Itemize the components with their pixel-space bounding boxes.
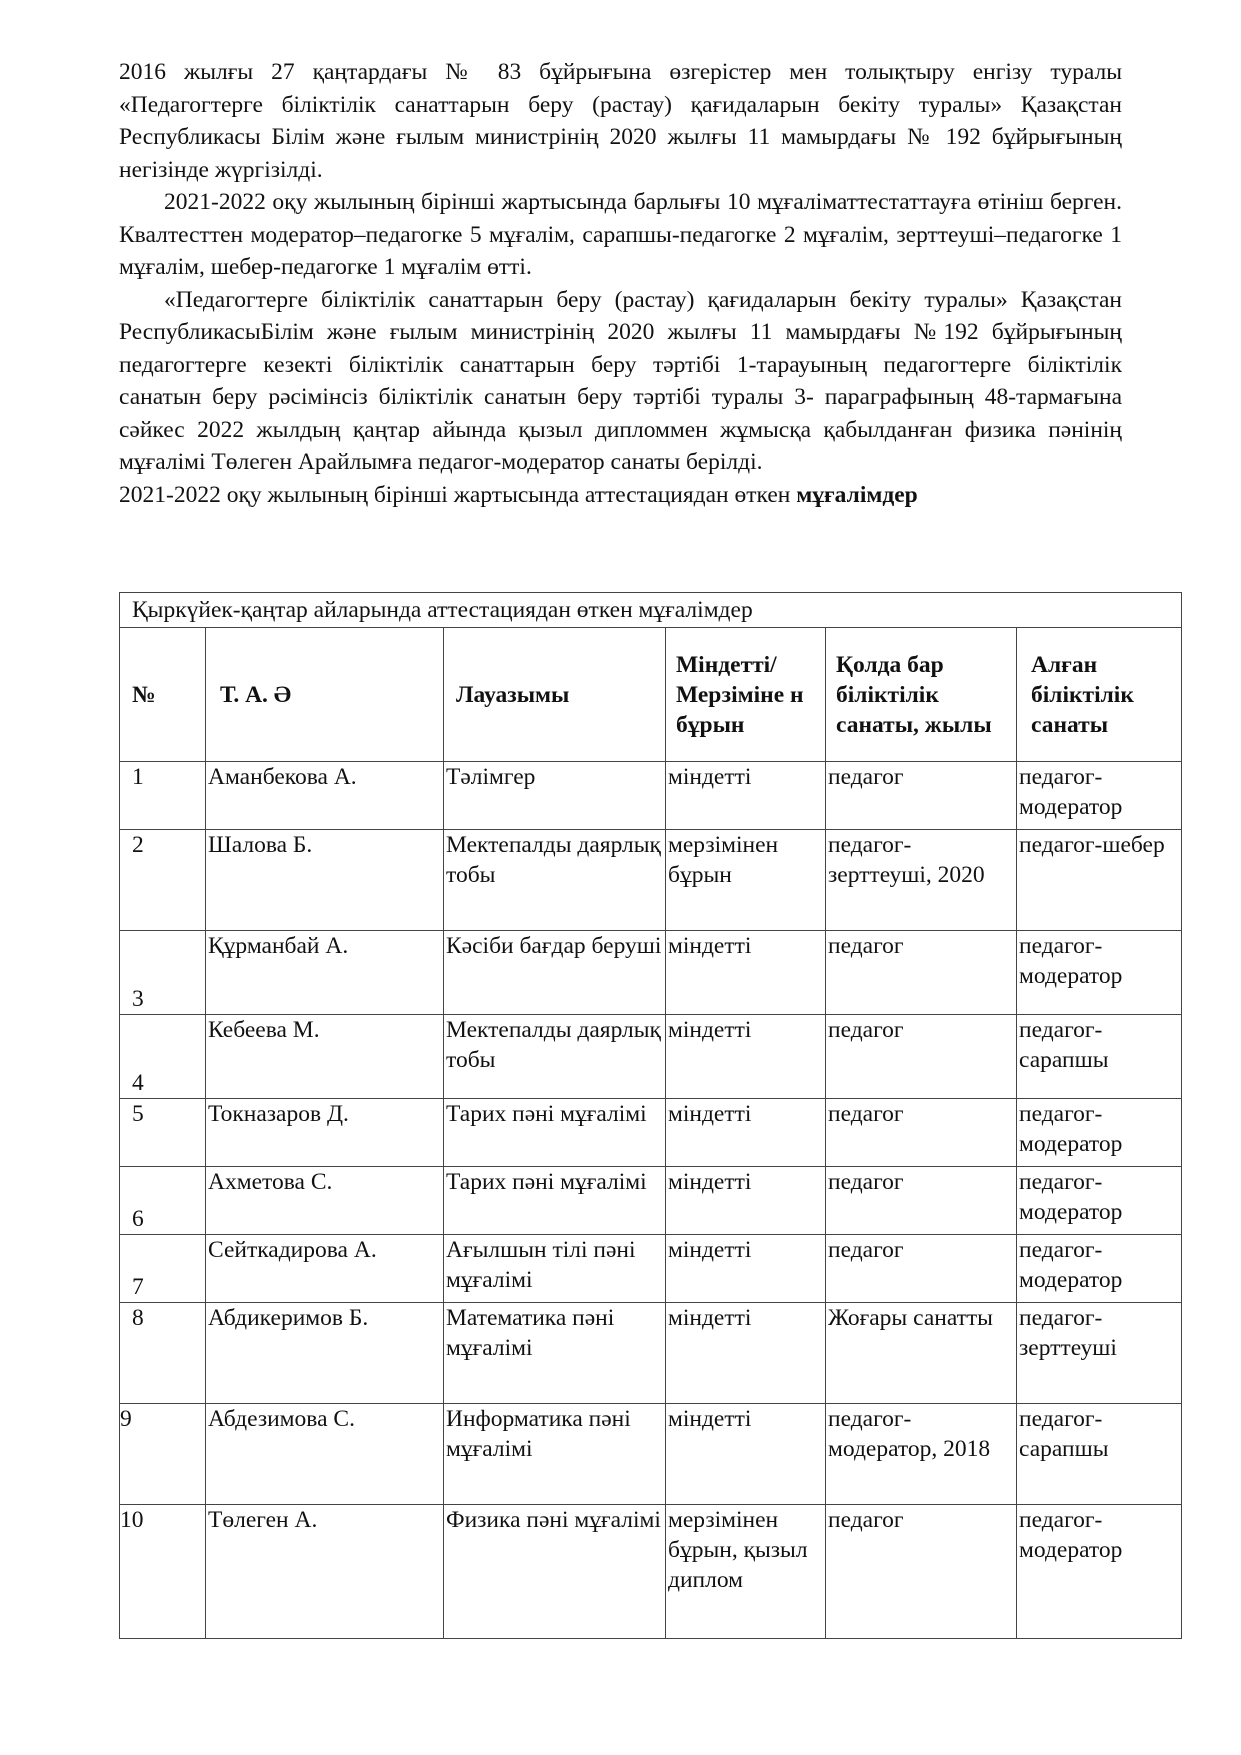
- row-received-category: педагог-сарапшы: [1017, 1015, 1182, 1099]
- row-number: 3: [120, 931, 206, 1015]
- header-full-name: Т. А. Ә: [206, 628, 444, 762]
- table-row: [120, 1167, 1182, 1235]
- row-number: 10: [120, 1505, 206, 1639]
- table-intro-bold: мұғалімдер: [796, 481, 918, 508]
- table-row: [120, 1235, 1182, 1303]
- row-number: 6: [120, 1167, 206, 1235]
- row-required: міндетті: [666, 1303, 826, 1404]
- row-current-category: педагог: [826, 1015, 1017, 1099]
- row-required: міндетті: [666, 1099, 826, 1167]
- row-position: Тарих пәні мұғалімі: [444, 1167, 666, 1235]
- row-name: Сейткадирова А.: [206, 1235, 444, 1303]
- table-row: [120, 1099, 1182, 1167]
- table-row: [120, 1015, 1182, 1099]
- row-name: Токназаров Д.: [206, 1099, 444, 1167]
- table-row: [120, 1404, 1182, 1505]
- paragraph-order-reference: 2016 жылғы 27 қаңтардағы № 83 бұйрығына өзгерістер мен толықтыру енгізу туралы «Педагогтерге біліктілік санаттарын беру (растау) қағидаларын бекіту туралы» Қазақстан Республикасы Білім және ғылым министрінің 2020 жылғы 11 мамырдағы № 192 бұйрығының негізінде жүргізілді.: [119, 59, 1122, 183]
- row-required: мерзімінен бұрын, қызыл диплом: [666, 1505, 826, 1639]
- row-required: міндетті: [666, 762, 826, 830]
- row-current-category: педагог-модератор, 2018: [826, 1404, 1017, 1505]
- row-received-category: педагог-зерттеуші: [1017, 1303, 1182, 1404]
- header-number: №: [120, 628, 206, 762]
- row-name: Кебеева М.: [206, 1015, 444, 1099]
- row-position: Мектепалды даярлық тобы: [444, 830, 666, 931]
- row-number: 5: [120, 1099, 206, 1167]
- paragraph-red-diploma-category: «Педагогтерге біліктілік санаттарын беру (растау) қағидаларын бекіту туралы» Қазақстан РеспубликасыБілім және ғылым министрінің 2020 жылғы 11 мамырдағы №192 бұйрығының педагогтерге кезекті біліктілік санаттарын беру тәртібі 1-тарауының педагогтерге біліктілік санатын беру рәсімінсіз біліктілік санатын беру тәртібі туралы 3- параграфының 48-тармағына сәйкес 2022 жылдың қаңтар айында қызыл дипломмен жұмысқа қабылданған физика пәнінің мұғалімі Төлеген Арайлымға педагог-модератор санаты берілді.: [119, 286, 1122, 475]
- row-required: міндетті: [666, 1404, 826, 1505]
- row-current-category: педагог: [826, 931, 1017, 1015]
- row-position: Математика пәні мұғалімі: [444, 1303, 666, 1404]
- row-current-category: Жоғары санатты: [826, 1303, 1017, 1404]
- row-name: Аманбекова А.: [206, 762, 444, 830]
- row-current-category: педагог: [826, 1167, 1017, 1235]
- row-required: міндетті: [666, 1235, 826, 1303]
- table-row: [120, 1303, 1182, 1404]
- table-header-row: [120, 628, 1182, 762]
- row-number: 7: [120, 1235, 206, 1303]
- header-received-category: Алған біліктілік санаты: [1017, 628, 1182, 762]
- row-position: Кәсіби бағдар беруші: [444, 931, 666, 1015]
- row-required: міндетті: [666, 931, 826, 1015]
- row-received-category: педагог-модератор: [1017, 1099, 1182, 1167]
- row-name: Құрманбай А.: [206, 931, 444, 1015]
- row-number: 4: [120, 1015, 206, 1099]
- row-name: Абдезимова С.: [206, 1404, 444, 1505]
- table-row: [120, 931, 1182, 1015]
- row-received-category: педагог-модератор: [1017, 1235, 1182, 1303]
- row-number: 1: [120, 762, 206, 830]
- row-name: Төлеген А.: [206, 1505, 444, 1639]
- row-position: Физика пәні мұғалімі: [444, 1505, 666, 1639]
- row-position: Тәлімгер: [444, 762, 666, 830]
- row-received-category: педагог-модератор: [1017, 931, 1182, 1015]
- row-required: міндетті: [666, 1167, 826, 1235]
- row-required: мерзімінен бұрын: [666, 830, 826, 931]
- row-name: Абдикеримов Б.: [206, 1303, 444, 1404]
- row-current-category: педагог: [826, 1505, 1017, 1639]
- row-position: Ағылшын тілі пәні мұғалімі: [444, 1235, 666, 1303]
- table-caption: Қыркүйек-қаңтар айларында аттестациядан өткен мұғалімдер: [120, 593, 1182, 628]
- row-required: міндетті: [666, 1015, 826, 1099]
- table-row: [120, 762, 1182, 830]
- row-received-category: педагог-модератор: [1017, 1167, 1182, 1235]
- paragraph-applicants-summary: 2021-2022 оқу жылының бірінші жартысында барлығы 10 мұғаліматтестаттауға өтініш берген. Квалтесттен модератор–педагогке 5 мұғалім, сарапшы-педагогке 2 мұғалім, зерттеуші–педагогке 1 мұғалім, шебер-педагогке 1 мұғалім өтті.: [119, 189, 1122, 280]
- table-intro-text: 2021-2022 оқу жылының бірінші жартысында аттестациядан өткен: [119, 481, 797, 508]
- row-number: 9: [120, 1404, 206, 1505]
- row-number: 8: [120, 1303, 206, 1404]
- row-received-category: педагог-сарапшы: [1017, 1404, 1182, 1505]
- row-position: Тарих пәні мұғалімі: [444, 1099, 666, 1167]
- document-body: [119, 56, 1122, 511]
- row-received-category: педагог-модератор: [1017, 762, 1182, 830]
- row-name: Ахметова С.: [206, 1167, 444, 1235]
- header-position: Лауазымы: [444, 628, 666, 762]
- row-position: Мектепалды даярлық тобы: [444, 1015, 666, 1099]
- header-current-category: Қолда бар біліктілік санаты, жылы: [826, 628, 1017, 762]
- row-current-category: педагог: [826, 762, 1017, 830]
- row-current-category: педагог: [826, 1099, 1017, 1167]
- row-received-category: педагог-модератор: [1017, 1505, 1182, 1639]
- table-row: [120, 1505, 1182, 1639]
- row-number: 2: [120, 830, 206, 931]
- row-current-category: педагог: [826, 1235, 1017, 1303]
- attestation-table: [119, 592, 1182, 1639]
- row-name: Шалова Б.: [206, 830, 444, 931]
- table-row: [120, 830, 1182, 931]
- row-current-category: педагог-зерттеуші, 2020: [826, 830, 1017, 931]
- table-caption-row: [120, 593, 1182, 628]
- row-position: Информатика пәні мұғалімі: [444, 1404, 666, 1505]
- row-received-category: педагог-шебер: [1017, 830, 1182, 931]
- header-required-early: Міндетті/ Мерзіміне н бұрын: [666, 628, 826, 762]
- paragraph-table-intro: [119, 479, 1122, 512]
